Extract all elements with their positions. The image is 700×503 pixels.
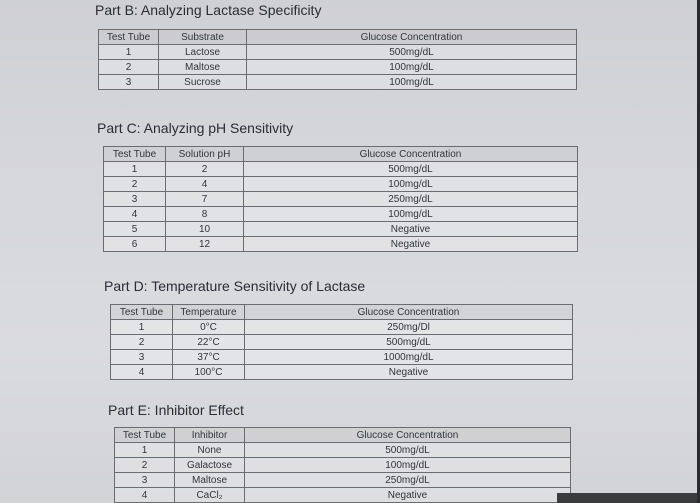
table-row (104, 177, 578, 192)
table-cell: 100mg/dL (244, 177, 578, 192)
table-cell: 3 (99, 75, 159, 90)
table-cell: Galactose (175, 458, 245, 473)
table-cell: 100°C (173, 365, 245, 380)
table-cell: 2 (104, 177, 166, 192)
table-cell: 6 (104, 237, 166, 252)
table-row (115, 488, 571, 503)
table-cell: 2 (99, 60, 159, 75)
table-cell: 100mg/dL (247, 60, 577, 75)
table-cell: 3 (115, 473, 175, 488)
table-cell: CaCl₂ (175, 488, 245, 503)
table-cell: 4 (115, 488, 175, 503)
table-cell: 4 (104, 207, 166, 222)
table-cell: 1 (115, 443, 175, 458)
part-c-title: Part C: Analyzing pH Sensitivity (97, 120, 294, 136)
table-row (115, 473, 571, 488)
table-cell: Negative (244, 237, 578, 252)
table-row (111, 335, 573, 350)
header-cell: Glucose Concentration (247, 30, 577, 45)
table-cell: 0°C (173, 320, 245, 335)
part-c-table (103, 146, 578, 252)
table-cell: Sucrose (159, 75, 247, 90)
table-cell: Negative (245, 365, 573, 380)
header-cell: Glucose Concentration (244, 147, 578, 162)
table-cell: Negative (244, 222, 578, 237)
part-b-table (98, 29, 577, 90)
table-cell: 1 (111, 320, 173, 335)
part-d-title: Part D: Temperature Sensitivity of Lactase (104, 278, 366, 294)
table-row (104, 207, 578, 222)
table-cell: 1 (99, 45, 159, 60)
table-cell: Maltose (175, 473, 245, 488)
table-cell: 250mg/Dl (245, 320, 573, 335)
table-row (111, 365, 573, 380)
table-header-row (115, 428, 571, 443)
table-cell: 3 (104, 192, 166, 207)
table-row (104, 222, 578, 237)
table-cell: Lactose (159, 45, 247, 60)
header-cell: Substrate (159, 30, 247, 45)
header-cell: Inhibitor (175, 428, 245, 443)
table-cell: 2 (115, 458, 175, 473)
table-cell: 100mg/dL (247, 75, 577, 90)
table-cell: 1000mg/dL (245, 350, 573, 365)
header-cell: Temperature (173, 305, 245, 320)
header-cell: Solution pH (166, 147, 244, 162)
table-header-row (111, 305, 573, 320)
table-cell: 4 (166, 177, 244, 192)
table-row (99, 75, 577, 90)
table-cell: 37°C (173, 350, 245, 365)
table-row (115, 443, 571, 458)
table-cell: Maltose (159, 60, 247, 75)
table-header-row (104, 147, 578, 162)
table-row (104, 162, 578, 177)
table-cell: Negative (245, 488, 571, 503)
table-cell: 500mg/dL (245, 443, 571, 458)
header-cell: Glucose Concentration (245, 305, 573, 320)
header-cell: Glucose Concentration (245, 428, 571, 443)
table-cell: 250mg/dL (245, 473, 571, 488)
table-row (99, 45, 577, 60)
part-e-table (114, 427, 571, 503)
table-cell: 250mg/dL (244, 192, 578, 207)
table-row (104, 192, 578, 207)
table-cell: 100mg/dL (245, 458, 571, 473)
table-row (115, 458, 571, 473)
table-cell: 22°C (173, 335, 245, 350)
table-cell: 4 (111, 365, 173, 380)
table-row (104, 237, 578, 252)
table-cell: 500mg/dL (244, 162, 578, 177)
table-row (99, 60, 577, 75)
part-e-title: Part E: Inhibitor Effect (108, 402, 244, 418)
table-cell: 7 (166, 192, 244, 207)
part-d-table (110, 304, 573, 380)
table-row (111, 350, 573, 365)
table-row (111, 320, 573, 335)
table-cell: 500mg/dL (247, 45, 577, 60)
table-cell: 5 (104, 222, 166, 237)
table-cell: 100mg/dL (244, 207, 578, 222)
table-header-row (99, 30, 577, 45)
table-cell: 1 (104, 162, 166, 177)
header-cell: Test Tube (115, 428, 175, 443)
header-cell: Test Tube (99, 30, 159, 45)
table-cell: None (175, 443, 245, 458)
header-cell: Test Tube (104, 147, 166, 162)
table-cell: 12 (166, 237, 244, 252)
header-cell: Test Tube (111, 305, 173, 320)
table-cell: 3 (111, 350, 173, 365)
table-cell: 8 (166, 207, 244, 222)
table-cell: 10 (166, 222, 244, 237)
table-cell: 2 (111, 335, 173, 350)
table-cell: 500mg/dL (245, 335, 573, 350)
table-cell: 2 (166, 162, 244, 177)
taskbar-strip (557, 493, 697, 503)
part-b-title: Part B: Analyzing Lactase Specificity (95, 2, 322, 18)
